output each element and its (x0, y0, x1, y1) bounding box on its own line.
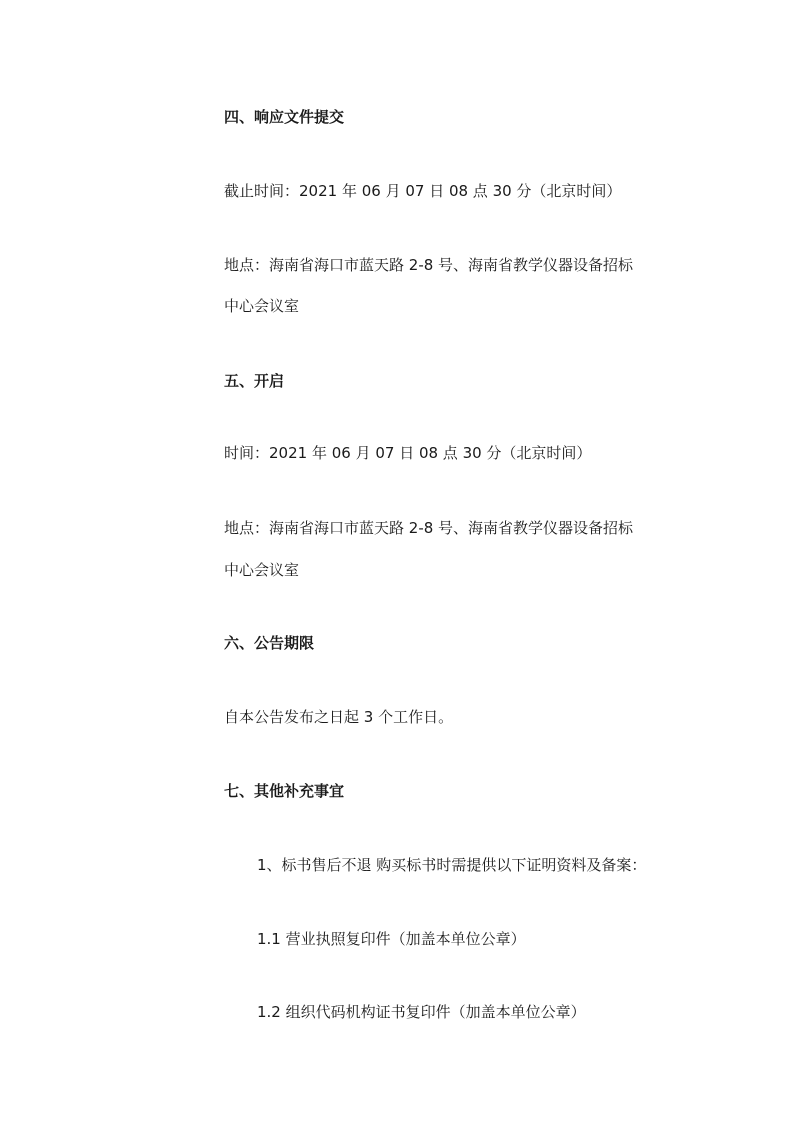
submission-location-text: 地点：海南省海口市蓝天路 2-8 号、海南省教学仪器设备招标 (224, 256, 634, 274)
section-heading-5: 五、开启 (224, 372, 285, 390)
notice-period-text: 自本公告发布之日起 3 个工作日。 (224, 708, 454, 726)
supplement-item-1: 1、标书售后不退 购买标书时需提供以下证明资料及备案： (257, 856, 647, 874)
supplement-item-1-2: 1.2 组织代码机构证书复印件（加盖本单位公章） (257, 1003, 586, 1021)
opening-location-text-cont: 中心会议室 (224, 561, 300, 579)
opening-location-text: 地点：海南省海口市蓝天路 2-8 号、海南省教学仪器设备招标 (224, 519, 634, 537)
deadline-time-text: 截止时间：2021 年 06 月 07 日 08 点 30 分（北京时间） (224, 182, 622, 200)
section-heading-4: 四、响应文件提交 (224, 108, 345, 126)
section-heading-6: 六、公告期限 (224, 634, 315, 652)
supplement-item-1-1: 1.1 营业执照复印件（加盖本单位公章） (257, 930, 526, 948)
opening-time-text: 时间：2021 年 06 月 07 日 08 点 30 分（北京时间） (224, 444, 592, 462)
section-heading-7: 七、其他补充事宜 (224, 782, 345, 800)
submission-location-text-cont: 中心会议室 (224, 297, 300, 315)
